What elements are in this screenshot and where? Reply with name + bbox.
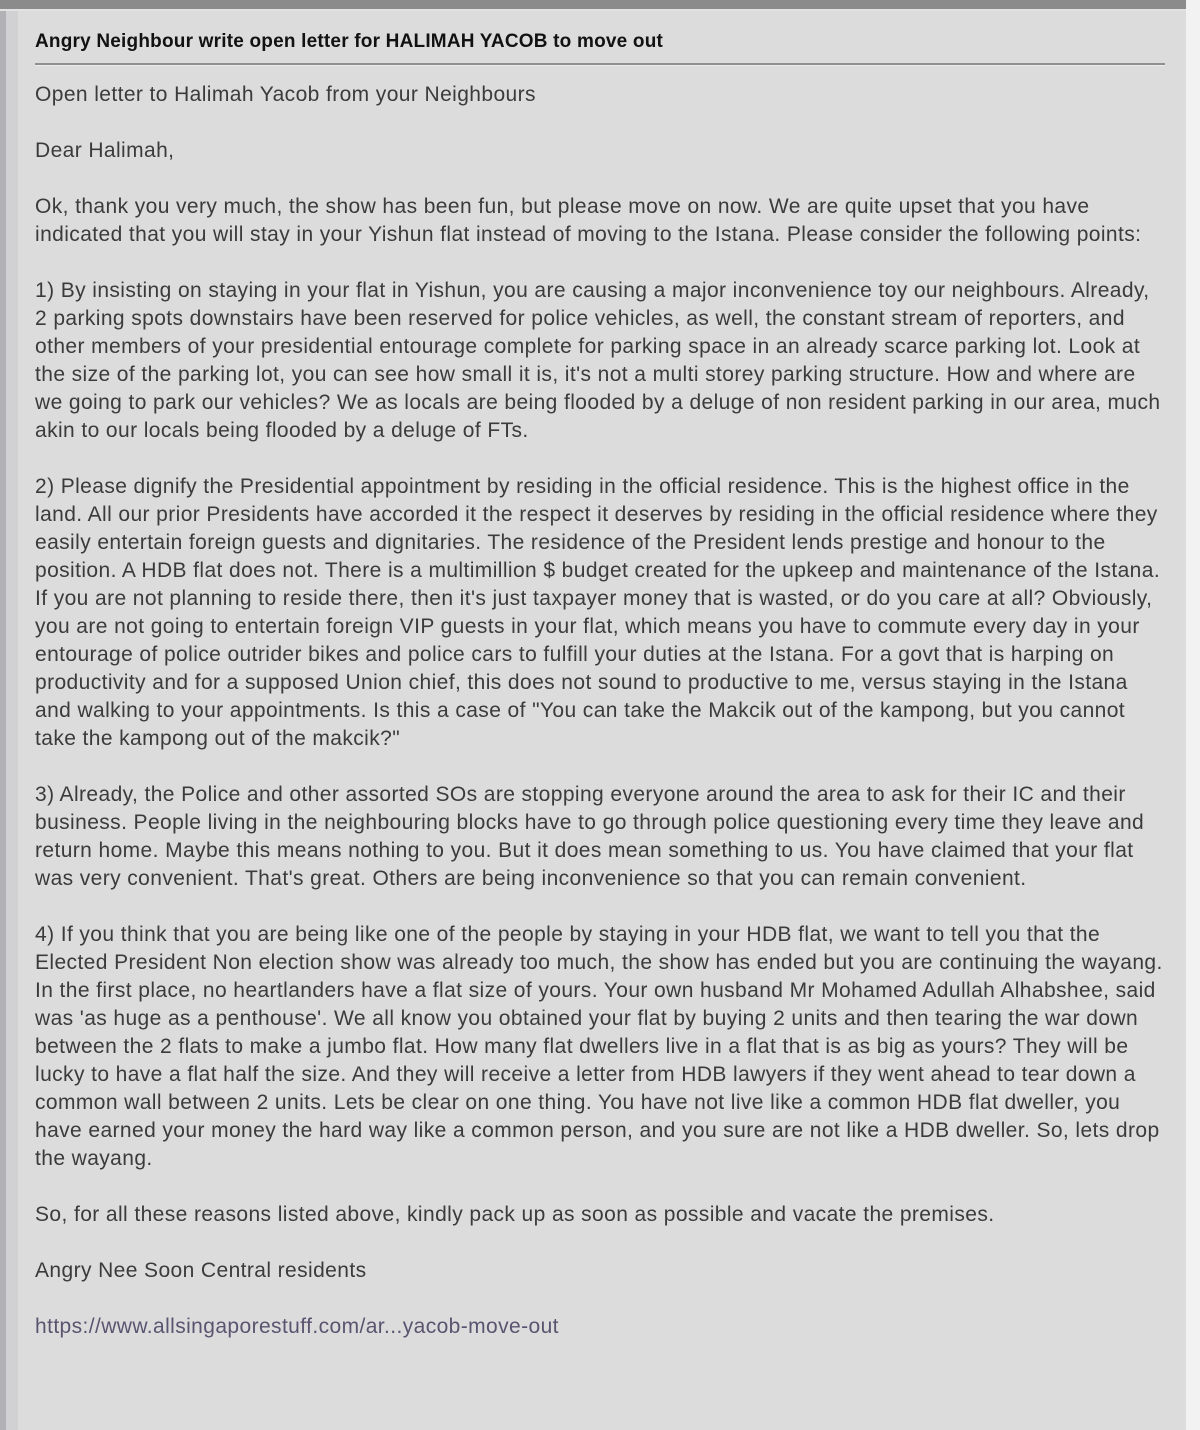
source-link[interactable]: https://www.allsingaporestuff.com/ar...yacob-move-out bbox=[35, 1315, 559, 1338]
forum-post bbox=[18, 11, 1186, 1341]
post-title: Angry Neighbour write open letter for HALIMAH YACOB to move out bbox=[35, 31, 664, 52]
letter-point-2: 2) Please dignify the Presidential appointment by residing in the official residence. This is the highest office in the land. All our prior Presidents have accorded it the respect it deserves by residing in the official residence where they easily entertain foreign guests and dignitaries. The residence of the President lends prestige and honour to the position. A HDB flat does not. There is a multimillion $ budget created for the upkeep and maintenance of the Istana. If you are not planning to reside there, then it's just taxpayer money that is wasted, or do you care at all? Obviously, you are not going to entertain foreign VIP guests in your flat, which means you have to commute every day in your entourage of police outrider bikes and police cars to fulfill your duties at the Istana. For a govt that is harping on productivity and for a supposed Union chief, this does not sound to productive to me, versus staying in the Istana and walking to your appointments. Is this a case of "You can take the Makcik out of the kampong, but you cannot take the kampong out of the makcik?" bbox=[35, 475, 1161, 750]
title-divider bbox=[35, 63, 1165, 66]
letter-closing: So, for all these reasons listed above, kindly pack up as soon as possible and vacate the premises. bbox=[35, 1203, 995, 1226]
letter-signature: Angry Nee Soon Central residents bbox=[35, 1259, 367, 1282]
right-margin-strip bbox=[1186, 0, 1200, 1430]
letter-point-3: 3) Already, the Police and other assorted SOs are stopping everyone around the area to ask for their IC and their business. People living in the neighbouring blocks have to go through police questioning every time they leave and return home. Maybe this means nothing to you. But it does mean something to us. You have claimed that your flat was very convenient. That's great. Others are being inconvenience so that you can remain convenient. bbox=[35, 783, 1145, 890]
letter-salutation: Dear Halimah, bbox=[35, 139, 175, 162]
source-link-row bbox=[35, 1313, 1165, 1341]
left-margin-strip-inner bbox=[6, 11, 18, 1430]
letter-point-1: 1) By insisting on staying in your flat in Yishun, you are causing a major inconvenience toy our neighbours. Already, 2 parking spots downstairs have been reserved for police vehicles, as well, the constant stream of reporters, and other members of your presidential entourage complete for parking space in an already scarce parking lot. Look at the size of the parking lot, you can see how small it is, it's not a multi storey parking structure. How and where are we going to park our vehicles? We as locals are being flooded by a deluge of non resident parking in our area, much akin to our locals being flooded by a deluge of FTs. bbox=[35, 279, 1161, 442]
letter-body bbox=[35, 81, 1165, 1341]
letter-paragraph: Ok, thank you very much, the show has been fun, but please move on now. We are quite upset that you have indicated that you will stay in your Yishun flat instead of moving to the Istana. Please consider the following points: bbox=[35, 195, 1142, 246]
window-top-bar bbox=[0, 0, 1186, 11]
letter-point-4: 4) If you think that you are being like one of the people by staying in your HDB flat, we want to tell you that the Elected President Non election show was already too much, the show has ended but you are continuing the wayang. In the first place, no heartlanders have a flat size of yours. Your own husband Mr Mohamed Adullah Alhabshee, said was 'as huge as a penthouse'. We all know you obtained your flat by buying 2 units and then tearing the war down between the 2 flats to make a jumbo flat. How many flat dwellers live in a flat that is as big as yours? They will be lucky to have a flat half the size. And they will receive a letter from HDB lawyers if they went ahead to tear down a common wall between 2 units. Lets be clear on one thing. You have not live like a common HDB flat dweller, you have earned your money the hard way like a common person, and you sure are not like a HDB dweller. So, lets drop the wayang. bbox=[35, 923, 1163, 1170]
letter-intro-line: Open letter to Halimah Yacob from your Neighbours bbox=[35, 83, 536, 106]
